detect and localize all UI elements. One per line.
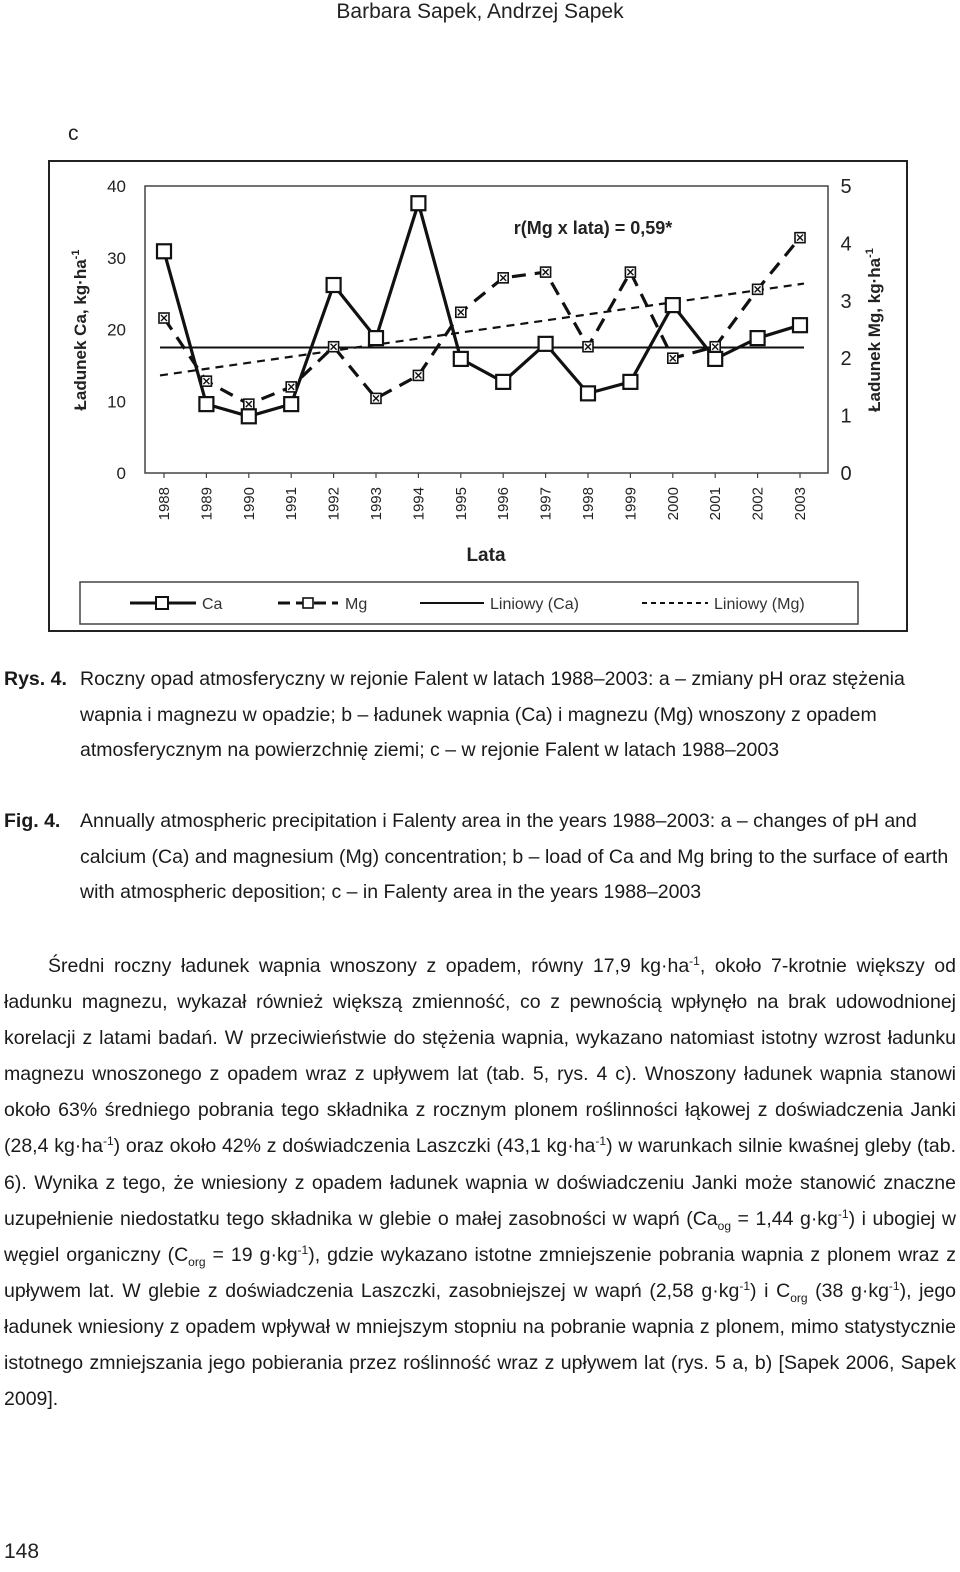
superscript: -1 <box>297 1242 309 1257</box>
body-text-run: (38 g·kg <box>807 1279 889 1302</box>
y-left-axis-label-sup: -1 <box>70 249 82 260</box>
y-right-tick-label: 3 <box>840 290 852 313</box>
ca-data-point <box>369 331 383 345</box>
ca-data-point <box>284 397 298 411</box>
x-axis-label: Lata <box>466 545 506 566</box>
x-tick-label: 1988 <box>156 487 173 521</box>
body-text-run: ), jego ładunek wniesiony z opadem wpływał w mniejszym stopniu na pobranie wapnia z plonem, mimo statystycznie istotnego zmniejszania jego pobierania przez roślinność wraz z upływem lat (rys. 5 a, b) [Sapek 2006, Sapek 2009]. <box>4 1279 957 1411</box>
y-left-axis-label-text: Ładunek Ca, kg·ha <box>71 259 90 411</box>
x-tick-label: 2001 <box>707 487 725 521</box>
ca-data-point <box>666 298 680 312</box>
y-left-tick-label: 30 <box>107 248 126 268</box>
superscript: -1 <box>689 954 700 968</box>
page-number: 148 <box>4 1540 40 1563</box>
x-tick-label: 1992 <box>325 487 343 521</box>
body-text-run: ) i C <box>750 1279 791 1302</box>
y-right-axis-label <box>864 248 884 412</box>
body-text-run: ) w warunkach silnie kwaśnej gleby (tab. 6). Wynika z tego, że wniesiony z opadem ładunek wapnia w doświadczeniu Janki może stanowić znaczne uzupełnienie niedostatku tego składnika w glebie o małej zasobności w wapń (Ca <box>4 1135 956 1230</box>
legend-marker-mg <box>303 598 313 608</box>
x-tick-label: 1993 <box>368 487 385 521</box>
ca-data-point <box>793 318 807 332</box>
legend-label-trend-mg: Liniowy (Mg) <box>714 596 805 613</box>
body-text-run: Średni roczny ładunek wapnia wnoszony z opadem, równy 17,9 kg·ha <box>48 955 690 977</box>
subscript: org <box>188 1254 206 1269</box>
x-tick-label: 1995 <box>452 487 470 521</box>
body-text-run: ) oraz około 42% z doświadczenia Laszczki (43,1 kg·ha <box>113 1135 596 1158</box>
figure-caption-en <box>4 804 956 911</box>
superscript: -1 <box>595 1134 607 1149</box>
superscript: -1 <box>837 1206 849 1221</box>
ca-data-point <box>623 375 637 389</box>
caption-en-text: Annually atmospheric precipitation i Falenty area in the years 1988–2003: a – changes of pH and calcium (Ca) and magnesium (Mg) concentration; b – load of Ca and Mg bring to the surface of earth with atmospheric deposition; c – in Falenty area in the years 1988–2003 <box>80 810 949 903</box>
y-right-tick-label: 1 <box>840 405 852 428</box>
x-tick-label: 1989 <box>198 487 216 521</box>
y-left-tick-label: 20 <box>107 320 126 340</box>
y-right-tick-label: 4 <box>840 233 852 256</box>
ca-data-point <box>242 409 256 423</box>
body-text-run: ) i ubogiej w węgiel organiczny (C <box>4 1207 956 1266</box>
y-right-axis-label-sup: -1 <box>864 248 876 258</box>
x-tick-label: 2000 <box>664 487 682 521</box>
ca-data-point <box>751 331 765 345</box>
body-text-run: = 1,44 g·kg <box>731 1207 838 1230</box>
chart-svg <box>48 160 908 632</box>
x-tick-label: 2003 <box>792 487 809 521</box>
x-tick-label: 1994 <box>410 487 428 521</box>
caption-pl-label: Rys. 4. <box>4 668 67 690</box>
subscript: org <box>790 1290 808 1305</box>
y-right-tick-label: 2 <box>840 348 852 371</box>
x-tick-label: 1991 <box>283 487 301 521</box>
caption-en-label: Fig. 4. <box>4 810 61 832</box>
figure-panel-label: c <box>68 122 79 145</box>
figure-chart <box>48 160 908 632</box>
ca-data-point <box>581 386 595 400</box>
y-right-tick-label: 5 <box>840 176 852 198</box>
superscript: -1 <box>102 1134 114 1149</box>
x-tick-label: 1999 <box>622 487 640 521</box>
y-left-axis-label <box>70 250 90 411</box>
figure-caption-pl <box>4 662 956 769</box>
x-tick-label: 1996 <box>495 487 513 521</box>
ca-data-point <box>539 337 553 351</box>
x-tick-label: 1998 <box>580 487 597 521</box>
y-left-tick-label: 10 <box>107 392 126 412</box>
x-tick-label: 1990 <box>240 487 258 521</box>
body-text-run: ), gdzie wykazano istotne zmniejszenie pobrania wapnia z plonem wraz z upływem lat. W glebie z doświadczenia Laszczki, zasobniejszej w wapń (2,58 g·kg <box>4 1243 956 1302</box>
ca-data-point <box>454 352 468 366</box>
body-text <box>4 948 956 1417</box>
correlation-annotation: r(Mg x lata) = 0,59* <box>513 218 673 238</box>
ca-data-point <box>199 397 213 411</box>
ca-data-point <box>327 278 341 292</box>
y-right-tick-label: 0 <box>840 463 852 485</box>
y-left-tick-label: 0 <box>116 464 126 483</box>
body-paragraph <box>4 948 956 1417</box>
legend-label-mg: Mg <box>345 596 368 613</box>
legend-marker-ca <box>156 597 168 609</box>
superscript: -1 <box>739 1278 751 1293</box>
caption-pl-text: Roczny opad atmosferyczny w rejonie Falent w latach 1988–2003: a – zmiany pH oraz stężenia wapnia i magnezu w opadzie; b – ładunek wapnia (Ca) i magnezu (Mg) wnoszony z opadem atmosferycznym na powierzchnię ziemi; c – w rejonie Falent w latach 1988–2003 <box>80 668 905 761</box>
superscript: -1 <box>888 1278 900 1293</box>
y-right-axis-label-text: Ładunek Mg, kg·ha <box>865 257 884 412</box>
ca-data-point <box>411 196 425 210</box>
body-text-run: , około 7-krotnie większy od ładunku magnezu, wykazał również większą zmienność, co z pewnością wpłynęło na brak udowodnionej korelacji z latami badań. W przeciwieństwie do stężenia wapnia, wykazano natomiast istotny wzrost ładunku magnezu wnoszonego z opadem wraz z upływem lat (tab. 5, rys. 4 c). Wnoszony ładunek wapnia stanowi około 63% średniego pobrania tego składnika z rocznym plonem roślinności łąkowej z doświadczenia Janki (28,4 kg·ha <box>4 955 956 1158</box>
running-head-authors: Barbara Sapek, Andrzej Sapek <box>336 0 624 23</box>
ca-data-point <box>496 375 510 389</box>
x-tick-label: 2002 <box>749 487 767 521</box>
legend-label-trend-ca: Liniowy (Ca) <box>490 596 579 613</box>
legend-label-ca: Ca <box>202 596 223 613</box>
subscript: og <box>717 1218 732 1233</box>
ca-data-point <box>708 352 722 366</box>
ca-data-point <box>157 244 171 258</box>
x-tick-label: 1997 <box>537 487 555 521</box>
body-text-run: = 19 g·kg <box>205 1243 298 1266</box>
y-left-tick-label: 40 <box>107 177 126 196</box>
